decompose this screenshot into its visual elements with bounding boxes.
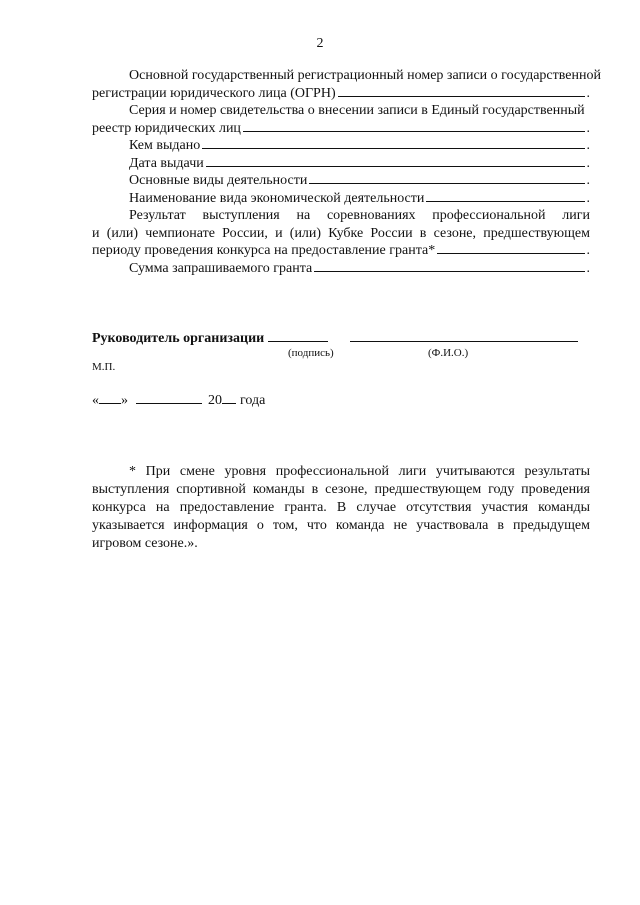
stamp-place-label: М.П. — [92, 361, 116, 373]
ogrn-label-1: Основной государственный регистрационный номер записи о государственной — [129, 68, 601, 83]
econ-activity-dot: . — [586, 190, 590, 206]
signature-block — [92, 331, 590, 361]
date-open-quote: « — [92, 393, 99, 408]
head-label: Руководитель организации — [92, 331, 265, 346]
issue-date-dot: . — [586, 155, 590, 171]
day-field[interactable] — [99, 402, 121, 404]
footnote — [92, 463, 590, 553]
main-activities-dot: . — [586, 173, 590, 188]
issued-by-row — [92, 137, 590, 155]
ogrn-row-2 — [92, 85, 590, 103]
issue-date-row — [92, 155, 590, 173]
ogrn-field[interactable] — [338, 95, 585, 97]
grant-sum-dot: . — [586, 260, 590, 276]
issue-date-field[interactable] — [206, 165, 585, 167]
main-activities-label: Основные виды деятельности — [129, 173, 308, 188]
fio-caption: (Ф.И.О.) — [428, 347, 469, 359]
signature-captions — [92, 347, 590, 361]
grant-sum-label: Сумма запрашиваемого гранта — [129, 260, 313, 276]
application-form — [92, 67, 601, 277]
issued-by-field[interactable] — [202, 147, 584, 149]
result-row-3 — [92, 242, 590, 260]
fio-field[interactable] — [350, 340, 578, 342]
signature-caption: (подпись) — [288, 347, 334, 359]
year-prefix: 20 — [208, 393, 222, 408]
cert-label-1: Серия и номер свидетельства о внесении записи в Единый государственный — [129, 103, 585, 118]
main-activities-field[interactable] — [309, 182, 584, 184]
cert-row-1 — [92, 102, 590, 120]
result-field[interactable] — [437, 252, 584, 254]
date-close-quote: » — [121, 393, 128, 408]
result-line-1: Результат выступления на соревнованиях профессиональной лиги — [129, 208, 590, 223]
issue-date-label: Дата выдачи — [129, 155, 204, 171]
econ-activity-label: Наименование вида экономической деятельности — [129, 190, 425, 206]
ogrn-label-2: регистрации юридического лица (ОГРН) — [92, 85, 336, 101]
year-suffix: года — [240, 393, 266, 408]
result-label-3: периоду проведения конкурса на предоставление гранта* — [92, 243, 436, 258]
year-field[interactable] — [222, 402, 236, 404]
result-dot: . — [586, 243, 590, 258]
cert-label-2: реестр юридических лиц — [92, 120, 241, 136]
cert-row-2 — [92, 120, 590, 138]
footnote-text: * При смене уровня профессиональной лиги учитываются результаты выступления спортивной команды в сезоне, предшествующем году проведения конкурса на предоставление гранта. В случае отсутствия участия команды указывается информация о том, что команда не участвовала в предыдущем игровом сезоне.». — [92, 464, 590, 551]
econ-activity-field[interactable] — [426, 200, 584, 202]
date-row — [92, 393, 265, 409]
signature-field[interactable] — [268, 340, 328, 342]
issued-by-label: Кем выдано — [129, 138, 201, 153]
grant-sum-row — [92, 260, 590, 278]
econ-activity-row — [92, 190, 590, 208]
page-number: 2 — [316, 36, 324, 51]
main-activities-row — [92, 172, 590, 190]
month-field[interactable] — [136, 402, 202, 404]
grant-sum-field[interactable] — [314, 270, 584, 272]
ogrn-dot: . — [586, 85, 590, 101]
ogrn-row-1 — [92, 67, 601, 85]
cert-field[interactable] — [243, 130, 585, 132]
result-line-2: и (или) чемпионате России, и (или) Кубке России в сезоне, предшествующем — [92, 225, 590, 241]
signature-row — [92, 331, 590, 347]
issued-by-dot: . — [586, 138, 590, 153]
cert-dot: . — [586, 120, 590, 136]
